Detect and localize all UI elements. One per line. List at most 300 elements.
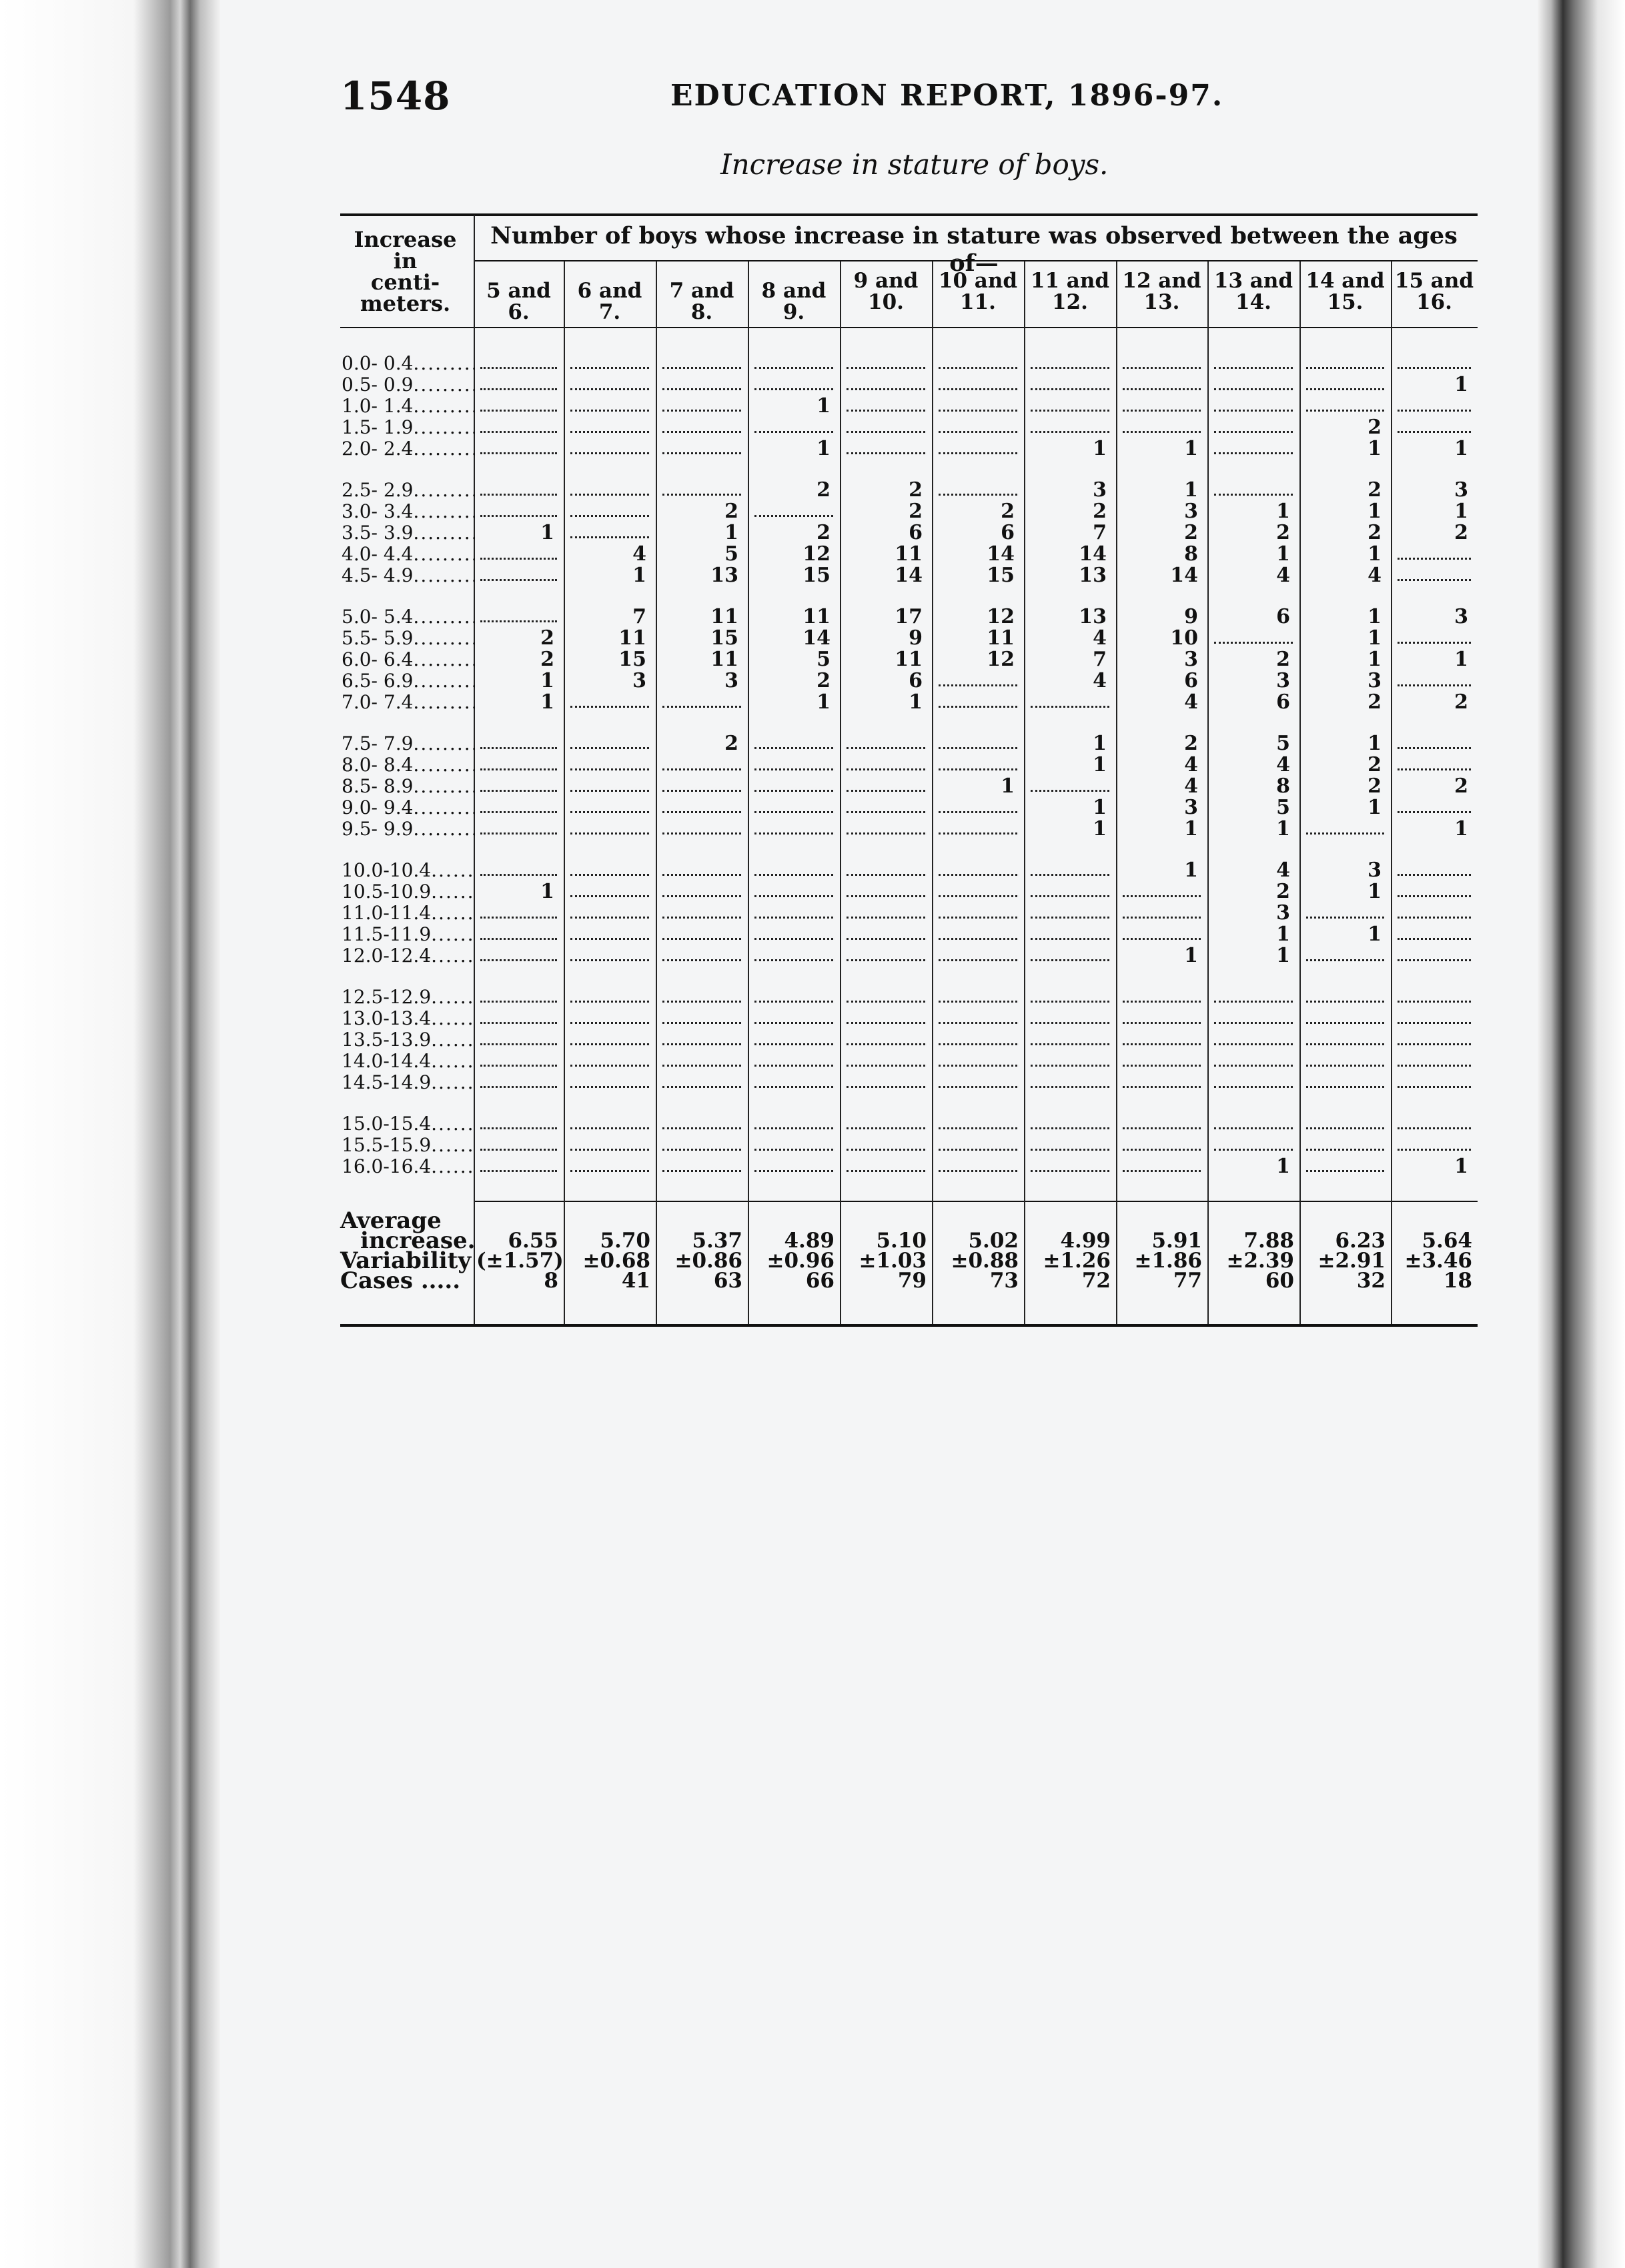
table-cell <box>1214 734 1293 754</box>
empty-cell-leader <box>754 903 833 919</box>
empty-cell-leader <box>1031 925 1109 940</box>
table-cell <box>1306 523 1384 543</box>
column-header-line: 15 and <box>1394 269 1474 293</box>
cases-value: 63 <box>713 1269 742 1293</box>
row-label: 8.0- 8.4 ..... <box>342 755 475 775</box>
empty-cell-leader <box>1214 1009 1293 1024</box>
cell-value: 12 <box>802 542 831 566</box>
cell-value: 11 <box>895 648 923 671</box>
column-divider <box>748 261 749 1324</box>
empty-cell-leader <box>662 396 741 412</box>
cell-value: 2 <box>540 648 554 671</box>
table-cell <box>754 607 833 627</box>
empty-cell-leader <box>1031 1073 1109 1088</box>
variability-value: (±1.57) <box>476 1249 564 1273</box>
empty-cell-leader <box>662 1114 741 1129</box>
table-cell <box>1123 671 1201 691</box>
cell-value: 1 <box>1368 500 1382 523</box>
cell-value: 1 <box>1093 817 1107 840</box>
cell-value: 14 <box>895 564 923 587</box>
variability-value: ±3.46 <box>1404 1249 1472 1273</box>
empty-cell-leader <box>662 861 741 876</box>
variability-value: ±0.88 <box>951 1249 1019 1273</box>
column-header <box>1392 270 1476 313</box>
row-label: 8.5- 8.9 ..... <box>342 776 475 796</box>
empty-cell-leader <box>847 375 925 390</box>
average-value: 4.89 <box>784 1229 835 1253</box>
empty-cell-leader <box>1123 1009 1201 1024</box>
empty-cell-leader <box>1031 903 1109 919</box>
variability-value: ±2.39 <box>1226 1249 1294 1273</box>
empty-cell-leader <box>662 692 741 708</box>
cell-value: 2 <box>1001 500 1015 523</box>
cell-value: 2 <box>724 500 738 523</box>
cell-value: 5 <box>1276 796 1290 819</box>
empty-cell-leader <box>480 480 557 496</box>
empty-cell-leader <box>1398 1030 1471 1045</box>
empty-cell-leader <box>1031 946 1109 961</box>
page-number: 1548 <box>340 73 451 119</box>
empty-cell-leader <box>1123 1073 1201 1088</box>
empty-cell-leader <box>847 418 925 433</box>
empty-cell-leader <box>754 375 833 390</box>
empty-cell-leader <box>570 882 649 897</box>
column-header-line: 6 and 7. <box>577 279 642 324</box>
empty-cell-leader <box>939 692 1017 708</box>
column-header-line: 14. <box>1235 290 1271 314</box>
cell-value: 1 <box>632 564 646 587</box>
cell-value: 2 <box>817 521 831 544</box>
row-label: 13.5-13.9 ..... <box>342 1030 475 1050</box>
page-sheet <box>220 0 1538 2268</box>
empty-cell-leader <box>662 1135 741 1151</box>
empty-cell-leader <box>1214 1114 1293 1129</box>
table-cell <box>939 502 1017 522</box>
empty-cell-leader <box>1031 396 1109 412</box>
row-label: 14.5-14.9 ..... <box>342 1073 475 1093</box>
average-value: 6.23 <box>1335 1229 1386 1253</box>
table-cell <box>1123 480 1201 500</box>
cell-value: 1 <box>1276 944 1290 967</box>
row-label: 1.0- 1.4 ..... <box>342 396 475 416</box>
empty-cell-leader <box>939 1009 1017 1024</box>
table-cell <box>1031 819 1109 839</box>
column-header-line: 11. <box>960 290 996 314</box>
empty-cell-leader <box>662 798 741 813</box>
empty-cell-leader <box>570 418 649 433</box>
empty-cell-leader <box>662 946 741 961</box>
cell-value: 6 <box>909 521 923 544</box>
table-cell <box>480 882 557 902</box>
empty-cell-leader <box>480 418 557 433</box>
empty-cell-leader <box>480 396 557 412</box>
empty-cell-leader <box>939 987 1017 1003</box>
row-label: 5.0- 5.4 ..... <box>342 607 475 627</box>
variability-value: ±0.68 <box>582 1249 650 1273</box>
empty-cell-leader <box>1031 1030 1109 1045</box>
empty-cell-leader <box>570 1051 649 1067</box>
cell-value: 1 <box>1093 753 1107 776</box>
empty-cell-leader <box>570 1030 649 1045</box>
table-cell <box>754 566 833 586</box>
empty-cell-leader <box>1398 1135 1471 1151</box>
cell-value: 1 <box>1454 500 1468 523</box>
table-cell <box>480 628 557 648</box>
empty-cell-leader <box>1031 1051 1109 1067</box>
empty-cell-leader <box>480 861 557 876</box>
row-label: 15.5-15.9 ..... <box>342 1135 475 1155</box>
empty-cell-leader <box>939 882 1017 897</box>
empty-cell-leader <box>939 1051 1017 1067</box>
column-header <box>1209 270 1298 313</box>
cell-value: 2 <box>1454 521 1468 544</box>
table-cell <box>1031 607 1109 627</box>
table-cell <box>1214 502 1293 522</box>
row-label: 12.5-12.9 ..... <box>342 987 475 1007</box>
column-header-line: 10. <box>868 290 904 314</box>
stub-header-line: meters. <box>360 291 451 316</box>
empty-cell-leader <box>939 418 1017 433</box>
empty-cell-leader <box>847 861 925 876</box>
table-cell <box>1306 628 1384 648</box>
empty-cell-leader <box>847 1157 925 1172</box>
empty-cell-leader <box>754 1114 833 1129</box>
empty-cell-leader <box>1398 1051 1471 1067</box>
empty-cell-leader <box>1031 1009 1109 1024</box>
empty-cell-leader <box>754 1157 833 1172</box>
table-cell <box>570 607 649 627</box>
cases-value: 32 <box>1356 1269 1386 1293</box>
table-cell <box>662 607 741 627</box>
empty-cell-leader <box>939 1114 1017 1129</box>
table-cell <box>1031 650 1109 670</box>
cell-value: 2 <box>724 732 738 755</box>
empty-cell-leader <box>1214 987 1293 1003</box>
table-bottom-rule <box>340 1324 1478 1327</box>
empty-cell-leader <box>754 819 833 834</box>
cell-value: 2 <box>1276 648 1290 671</box>
table-cell <box>754 439 833 459</box>
cases-value: 73 <box>989 1269 1019 1293</box>
table-cell <box>1214 671 1293 691</box>
summary-label-cases: Cases ..... <box>340 1267 461 1294</box>
row-label: 0.0- 0.4 ..... <box>342 354 475 374</box>
empty-cell-leader <box>754 755 833 770</box>
cell-value: 1 <box>540 521 554 544</box>
cell-value: 2 <box>909 478 923 502</box>
table-cell <box>1031 544 1109 564</box>
table-cell <box>1214 755 1293 775</box>
table-cell <box>1214 566 1293 586</box>
column-divider <box>1299 261 1301 1324</box>
table-cell <box>1306 925 1384 945</box>
empty-cell-leader <box>662 1030 741 1045</box>
row-label: 10.5-10.9 ..... <box>342 882 475 902</box>
table-cell <box>847 480 925 500</box>
row-label: 1.5- 1.9 ..... <box>342 418 475 438</box>
empty-cell-leader <box>570 819 649 834</box>
row-label: 11.0-11.4 ..... <box>342 903 475 923</box>
cell-value: 1 <box>540 880 554 903</box>
empty-cell-leader <box>1031 1135 1109 1151</box>
empty-cell-leader <box>570 1157 649 1172</box>
empty-cell-leader <box>1214 1051 1293 1067</box>
table-cell <box>1214 946 1293 966</box>
row-label: 3.5- 3.9 ..... <box>342 523 475 543</box>
column-header <box>1025 270 1115 313</box>
empty-cell-leader <box>570 502 649 517</box>
table-cell <box>847 628 925 648</box>
empty-cell-leader <box>480 755 557 770</box>
average-value: 4.99 <box>1060 1229 1111 1253</box>
column-divider <box>564 261 565 1324</box>
row-label: 13.0-13.4 ..... <box>342 1009 475 1029</box>
row-label: 9.0- 9.4 ..... <box>342 798 475 818</box>
running-head: EDUCATION REPORT, 1896-97. <box>670 79 1224 113</box>
empty-cell-leader <box>847 776 925 792</box>
cell-value: 2 <box>1368 521 1382 544</box>
column-header-line: 10 and <box>938 269 1018 293</box>
empty-cell-leader <box>939 1157 1017 1172</box>
cell-value: 2 <box>1184 521 1198 544</box>
cell-value: 4 <box>1276 753 1290 776</box>
cell-value: 11 <box>710 605 738 628</box>
empty-cell-leader <box>1123 418 1201 433</box>
cases-value: 8 <box>544 1269 558 1293</box>
empty-cell-leader <box>570 1114 649 1129</box>
table-cell <box>754 671 833 691</box>
table-cell <box>847 523 925 543</box>
cases-value: 18 <box>1443 1269 1472 1293</box>
cell-value: 4 <box>632 542 646 566</box>
table-cell <box>662 628 741 648</box>
empty-cell-leader <box>1123 987 1201 1003</box>
table-top-rule <box>340 213 1478 216</box>
row-label: 10.0-10.4 ..... <box>342 861 475 881</box>
column-header <box>565 280 654 323</box>
variability-value: ±1.26 <box>1043 1249 1111 1273</box>
empty-cell-leader <box>1398 418 1471 433</box>
table-cell <box>1214 692 1293 712</box>
row-label: 0.5- 0.9 ..... <box>342 375 475 395</box>
table-cell <box>570 628 649 648</box>
empty-cell-leader <box>480 1157 557 1172</box>
cell-value: 2 <box>817 478 831 502</box>
empty-cell-leader <box>662 1157 741 1172</box>
table-cell <box>1123 734 1201 754</box>
stub-header-line: Increase <box>354 227 457 252</box>
empty-cell-leader <box>754 1135 833 1151</box>
table-cell <box>662 671 741 691</box>
table-cell <box>570 544 649 564</box>
cell-value: 1 <box>1454 373 1468 396</box>
cell-value: 15 <box>802 564 831 587</box>
column-header-line: 12 and <box>1122 269 1201 293</box>
empty-cell-leader <box>847 903 925 919</box>
empty-cell-leader <box>754 1073 833 1088</box>
table-cell <box>662 544 741 564</box>
cell-value: 1 <box>1184 478 1198 502</box>
empty-cell-leader <box>754 925 833 940</box>
cell-value: 1 <box>1368 437 1382 460</box>
cell-value: 4 <box>1276 859 1290 882</box>
table-cell <box>1398 607 1471 627</box>
empty-cell-leader <box>480 354 557 369</box>
table-cell <box>1306 439 1384 459</box>
empty-cell-leader <box>480 1114 557 1129</box>
table-cell <box>1031 480 1109 500</box>
cell-value: 4 <box>1093 669 1107 692</box>
empty-cell-leader <box>570 1073 649 1088</box>
table-cell <box>754 544 833 564</box>
empty-cell-leader <box>939 925 1017 940</box>
row-label: 16.0-16.4 ..... <box>342 1157 475 1177</box>
table-cell <box>754 396 833 416</box>
empty-cell-leader <box>1398 354 1471 369</box>
cell-value: 11 <box>987 626 1015 650</box>
table-cell <box>1031 523 1109 543</box>
row-label: 12.0-12.4 ..... <box>342 946 475 966</box>
cell-value: 1 <box>1368 605 1382 628</box>
empty-cell-leader <box>570 692 649 708</box>
cell-value: 1 <box>724 521 738 544</box>
table-cell <box>1398 439 1471 459</box>
empty-cell-leader <box>939 1030 1017 1045</box>
variability-value: ±0.86 <box>674 1249 742 1273</box>
cell-value: 3 <box>1184 796 1198 819</box>
table-cell <box>754 628 833 648</box>
cell-value: 7 <box>632 605 646 628</box>
empty-cell-leader <box>480 819 557 834</box>
column-header <box>657 280 746 323</box>
column-header <box>1301 270 1390 313</box>
empty-cell-leader <box>662 1051 741 1067</box>
empty-cell-leader <box>1123 882 1201 897</box>
empty-cell-leader <box>480 1073 557 1088</box>
cell-value: 3 <box>1184 648 1198 671</box>
empty-cell-leader <box>754 776 833 792</box>
summary-label-average: increase. <box>360 1227 476 1254</box>
empty-cell-leader <box>1306 375 1384 390</box>
cell-value: 1 <box>1368 880 1382 903</box>
table-cell <box>1306 671 1384 691</box>
cell-value: 2 <box>909 500 923 523</box>
table-cell <box>1398 523 1471 543</box>
empty-cell-leader <box>662 375 741 390</box>
empty-cell-leader <box>1214 375 1293 390</box>
empty-cell-leader <box>1031 354 1109 369</box>
cell-value: 2 <box>1454 774 1468 798</box>
empty-cell-leader <box>847 354 925 369</box>
table-cell <box>662 566 741 586</box>
empty-cell-leader <box>662 819 741 834</box>
column-header-line: 5 and 6. <box>486 279 551 324</box>
column-header-line: 13. <box>1143 290 1180 314</box>
cell-value: 2 <box>1368 478 1382 502</box>
cell-value: 4 <box>1276 564 1290 587</box>
empty-cell-leader <box>1306 987 1384 1003</box>
table-cell <box>1123 523 1201 543</box>
column-divider <box>1116 261 1117 1324</box>
empty-cell-leader <box>847 987 925 1003</box>
empty-cell-leader <box>1123 925 1201 940</box>
empty-cell-leader <box>570 354 649 369</box>
cell-value: 6 <box>1184 669 1198 692</box>
empty-cell-leader <box>847 1030 925 1045</box>
row-label: 15.0-15.4 ..... <box>342 1114 475 1134</box>
cell-value: 1 <box>1454 1155 1468 1178</box>
empty-cell-leader <box>1306 1051 1384 1067</box>
empty-cell-leader <box>662 987 741 1003</box>
column-header-line: 8 and 9. <box>761 279 827 324</box>
empty-cell-leader <box>1398 946 1471 961</box>
empty-cell-leader <box>754 861 833 876</box>
table-cell <box>1123 946 1201 966</box>
table-cell <box>939 566 1017 586</box>
empty-cell-leader <box>939 671 1017 686</box>
cell-value: 11 <box>802 605 831 628</box>
cell-value: 11 <box>710 648 738 671</box>
empty-cell-leader <box>570 946 649 961</box>
table-cell <box>847 607 925 627</box>
cell-value: 2 <box>1368 753 1382 776</box>
empty-cell-leader <box>1398 882 1471 897</box>
cell-value: 1 <box>1368 923 1382 946</box>
cell-value: 1 <box>540 669 554 692</box>
empty-cell-leader <box>939 354 1017 369</box>
empty-cell-leader <box>939 396 1017 412</box>
table-cell <box>1123 607 1201 627</box>
table-cell <box>1123 628 1201 648</box>
column-divider <box>1391 261 1392 1324</box>
empty-cell-leader <box>480 776 557 792</box>
cell-value: 2 <box>1368 690 1382 714</box>
empty-cell-leader <box>1398 544 1471 560</box>
empty-cell-leader <box>1214 628 1293 644</box>
table-cell <box>754 692 833 712</box>
cell-value: 1 <box>1093 796 1107 819</box>
empty-cell-leader <box>1306 1114 1384 1129</box>
empty-cell-leader <box>754 798 833 813</box>
empty-cell-leader <box>1123 1157 1201 1172</box>
summary-label-variability: Variability <box>340 1247 472 1274</box>
empty-cell-leader <box>939 375 1017 390</box>
table-cell <box>1123 502 1201 522</box>
empty-cell-leader <box>847 1051 925 1067</box>
empty-cell-leader <box>939 903 1017 919</box>
column-header-line: 16. <box>1416 290 1452 314</box>
table-cell <box>1306 502 1384 522</box>
cell-value: 1 <box>1368 648 1382 671</box>
cell-value: 1 <box>540 690 554 714</box>
cell-value: 5 <box>817 648 831 671</box>
empty-cell-leader <box>939 861 1017 876</box>
cell-value: 6 <box>1276 605 1290 628</box>
empty-cell-leader <box>1214 1030 1293 1045</box>
table-cell <box>1306 692 1384 712</box>
table-cell <box>939 628 1017 648</box>
empty-cell-leader <box>847 882 925 897</box>
cell-value: 3 <box>632 669 646 692</box>
cell-value: 1 <box>1184 817 1198 840</box>
table-cell <box>1214 903 1293 923</box>
cell-value: 2 <box>1454 690 1468 714</box>
empty-cell-leader <box>1306 1009 1384 1024</box>
empty-cell-leader <box>570 734 649 749</box>
table-cell <box>1123 566 1201 586</box>
table-cell <box>1031 628 1109 648</box>
table-cell <box>480 671 557 691</box>
